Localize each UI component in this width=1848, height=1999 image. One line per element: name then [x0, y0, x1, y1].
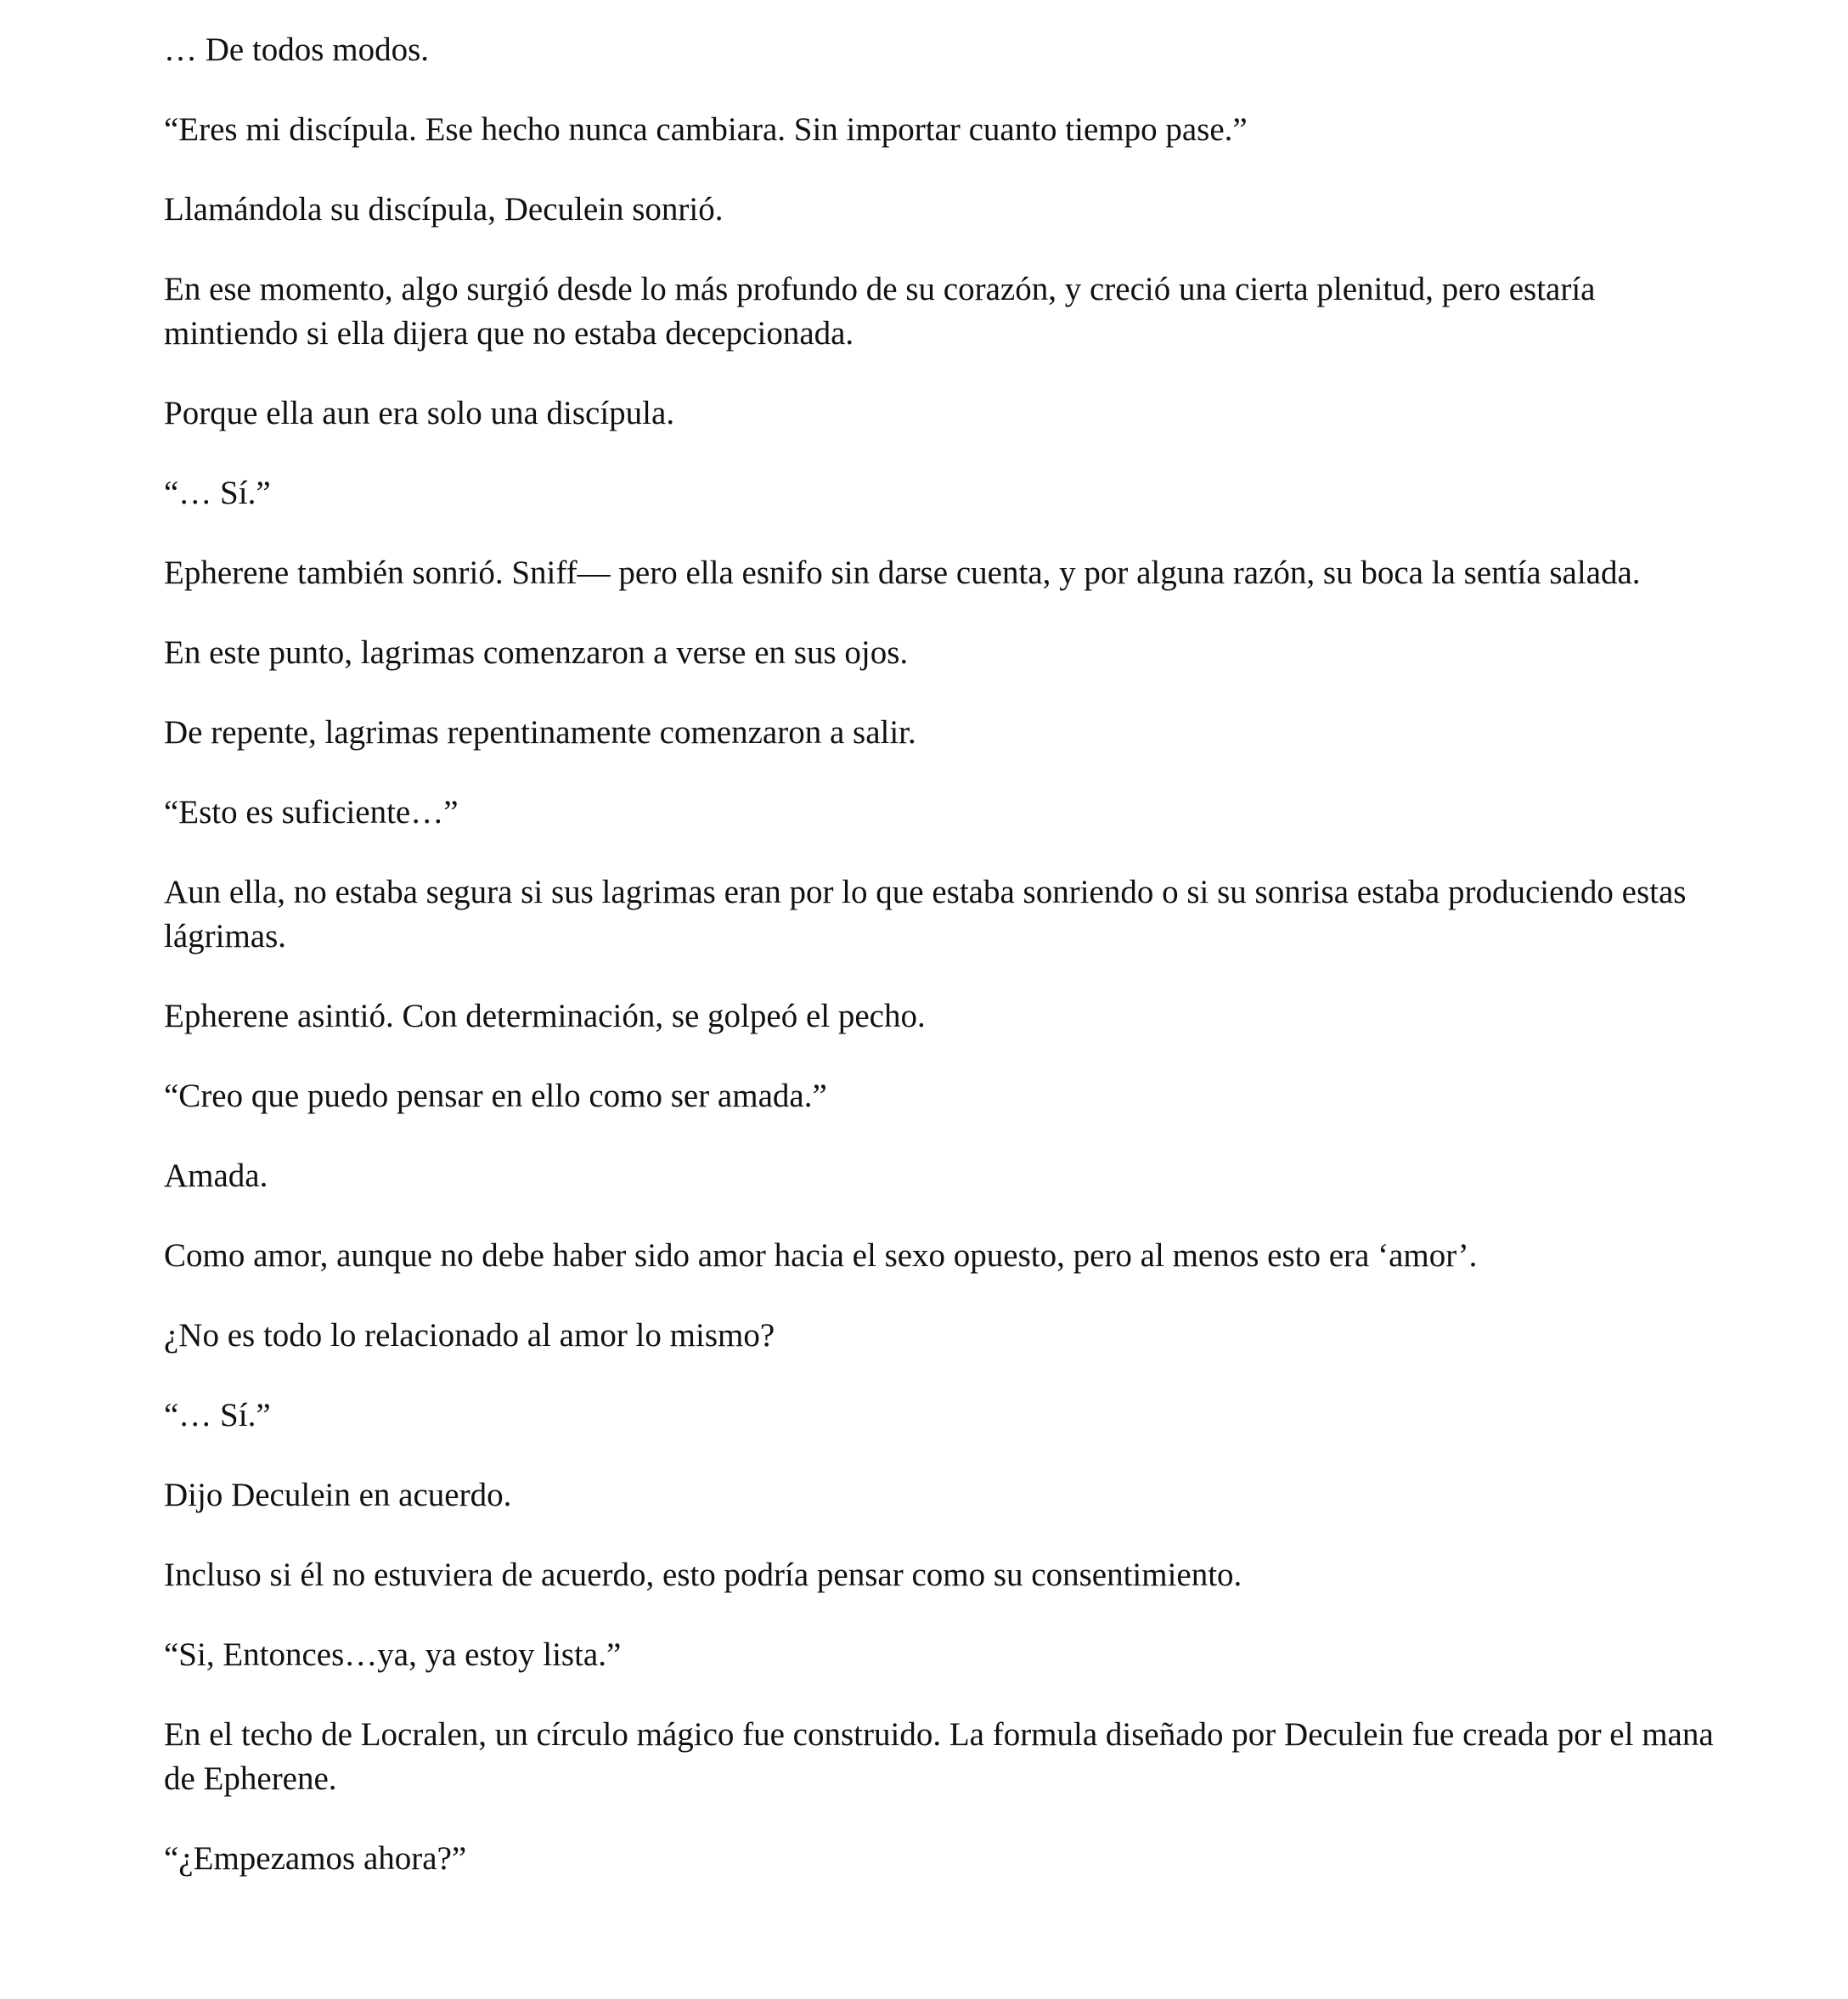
paragraph: Amada.	[164, 1157, 268, 1194]
paragraph: Epherene asintió. Con determinación, se golpeó el pecho.	[164, 998, 926, 1034]
paragraph: De repente, lagrimas repentinamente comenzaron a salir.	[164, 714, 916, 751]
paragraph: “¿Empezamos ahora?”	[164, 1840, 467, 1877]
paragraph: Aun ella, no estaba segura si sus lagrimas eran por lo que estaba sonriendo o si su sonrisa estaba produciendo estas lágrimas.	[164, 874, 1687, 954]
paragraph: Como amor, aunque no debe haber sido amor hacia el sexo opuesto, pero al menos esto era ‘amor’.	[164, 1237, 1478, 1274]
paragraph: “Esto es suficiente…”	[164, 794, 459, 831]
paragraph: “… Sí.”	[164, 475, 271, 511]
paragraph: Incluso si él no estuviera de acuerdo, esto podría pensar como su consentimiento.	[164, 1557, 1242, 1593]
paragraph: Dijo Deculein en acuerdo.	[164, 1477, 512, 1513]
paragraph: Epherene también sonrió. Sniff— pero ella esnifo sin darse cuenta, y por alguna razón, su boca la sentía salada.	[164, 555, 1641, 591]
paragraph: “… Sí.”	[164, 1397, 271, 1433]
document-body	[164, 28, 1718, 1917]
paragraph: … De todos modos.	[164, 31, 429, 68]
paragraph: Llamándola su discípula, Deculein sonrió.	[164, 191, 724, 228]
paragraph: En el techo de Locralen, un círculo mágico fue construido. La formula diseñado por Deculein fue creada por el mana de Epherene.	[164, 1716, 1714, 1797]
paragraph: “Eres mi discípula. Ese hecho nunca cambiara. Sin importar cuanto tiempo pase.”	[164, 111, 1248, 148]
paragraph: “Creo que puedo pensar en ello como ser amada.”	[164, 1078, 827, 1114]
paragraph: “Si, Entonces…ya, ya estoy lista.”	[164, 1636, 622, 1673]
paragraph: Porque ella aun era solo una discípula.	[164, 395, 675, 431]
paragraph: En este punto, lagrimas comenzaron a verse en sus ojos.	[164, 634, 909, 671]
paragraph: En ese momento, algo surgió desde lo más profundo de su corazón, y creció una cierta plenitud, pero estaría mintiendo si ella dijera que no estaba decepcionada.	[164, 271, 1596, 352]
paragraph: ¿No es todo lo relacionado al amor lo mismo?	[164, 1317, 775, 1354]
